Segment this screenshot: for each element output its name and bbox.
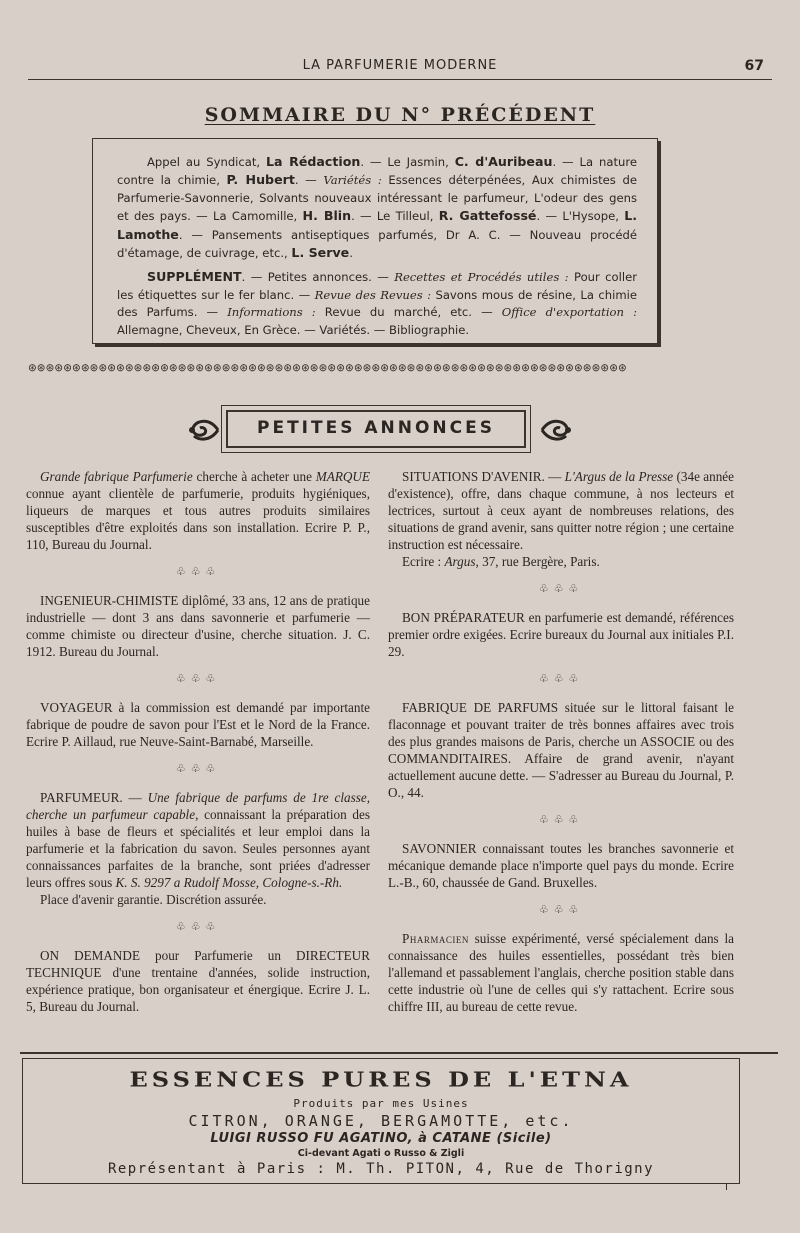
ad-bon-preparateur — [388, 609, 734, 660]
text-run: . — Petites annonces. — — [241, 270, 395, 285]
text-run: Allemagne, Cheveux, En Grèce. — Variétés. — Bibliographie. — [117, 322, 470, 337]
text-run: Informations : — [227, 305, 316, 320]
text-run: FABRIQUE DE PARFUMS située sur le littoral faisant le flaconnage et pouvant traiter de très bonnes affaires avec trois des plus grandes maisons de Paris, cherche un ASSOCIE ou des COMMANDITAIRES. Affaire de grand avenir, n'ayant actuellement aucune dette. — S'adresser au Bureau du Journal, P. O., 44. — [388, 700, 734, 800]
text-run: suisse expérimenté, versé spécialement dans la connaissance des huiles essentielles, possédant très bien l'allemand et passablement l'anglais, cherche position stable dans cette industrie où l'une de celles qui s'y rattachent. Ecrire sous chiffre III, au bureau de cette revue. — [388, 931, 734, 1014]
text-run: SITUATIONS D'AVENIR. — — [402, 469, 565, 484]
text-run: Revue des Revues : — [314, 287, 432, 302]
text-run: Une fabrique de parfums de 1re classe, cherche un parfumeur capable, — [26, 790, 370, 822]
text-run: connue ayant clientèle de parfumerie, produits hygiéniques, liqueurs de marques et tous autres produits similaires susceptibles d'être exploités dans son installation. Ecrire P. P., 110, Bureau du Journal. — [26, 486, 370, 552]
sommaire-box — [92, 138, 658, 344]
sommaire-title: SOMMAIRE DU N° PRÉCÉDENT — [204, 104, 596, 126]
etna-produits: Produits par mes Usines — [293, 1097, 469, 1110]
running-head — [28, 58, 772, 78]
ad-savonnier — [388, 840, 734, 891]
text-run: BON PRÉPARATEUR en parfumerie est demandé, références premier ordre exigées. Ecrire bureaux du Journal aux initiales P.I. 29. — [388, 610, 734, 659]
ad-ingenieur-chimiste — [26, 592, 370, 660]
printer-mark: I — [725, 1182, 728, 1193]
ad-situations-avenir — [388, 468, 734, 553]
text-run: SUPPLÉMENT — [147, 269, 242, 285]
petites-annonces-frame — [221, 405, 531, 453]
etna-cidevant: Ci-devant Agati o Russo & Zigli — [297, 1148, 465, 1159]
text-run: . — La nature contre la chimie, — [117, 155, 637, 188]
ad-marque — [26, 468, 370, 553]
text-run: (34e année d'existence), offre, dans chaque commune, à nos lecteurs et lectrices, surtout à ceux ayant de nombreuses relations, des situations de grand avenir, sans quitter notre région ; une certaine instruction est nécessaire. — [388, 469, 734, 552]
text-run: L. Serve — [291, 245, 350, 261]
separator: ♧♧♧ — [175, 762, 221, 775]
separator: ♧♧♧ — [175, 565, 221, 578]
page-number: 67 — [744, 58, 764, 74]
text-run: Revue du marché, etc. — — [315, 305, 502, 320]
ad-parfumeur-note — [26, 891, 370, 908]
header-rule — [28, 79, 772, 80]
text-run: Office d'exportation : — [501, 305, 637, 320]
etna-title: ESSENCES PURES DE L'ETNA — [129, 1067, 633, 1092]
separator: ♧♧♧ — [538, 903, 584, 916]
text-run: L'Argus de la Presse — [564, 469, 674, 484]
text-run: Argus — [444, 554, 476, 569]
separator: ♧♧♧ — [175, 920, 221, 933]
text-run: Pharmacien — [402, 931, 469, 946]
text-run: P. Hubert — [226, 172, 295, 188]
ad-pharmacien — [388, 930, 734, 1015]
petites-annonces-title: PETITES ANNONCES — [257, 418, 495, 438]
text-run: connaissant la préparation des huiles à base de fleurs et spécialités et leur emploi dans la parfumerie et la fabrication du savon. Seules personnes ayant connaissances parfaites de la branche, sont priées d'adresser leurs offres sous — [26, 807, 370, 890]
ad-parfumeur — [26, 789, 370, 891]
separator: ♧♧♧ — [538, 813, 584, 826]
etna-product-list: CITRON, ORANGE, BERGAMOTTE, etc. — [188, 1112, 574, 1130]
text-run: K. S. 9297 a Rudolf Mosse, Cologne-s.-Rh. — [115, 875, 343, 890]
text-run: Recettes et Procédés utiles : — [394, 270, 569, 285]
separator: ♧♧♧ — [538, 672, 584, 685]
text-run: . — Le Jasmin, — [360, 155, 455, 169]
left-column — [26, 468, 370, 1015]
text-run: H. Blin — [302, 208, 352, 224]
text-run: PARFUMEUR. — — [40, 790, 148, 805]
ornament-border: ⊛⊛⊛⊛⊛⊛⊛⊛⊛⊛⊛⊛⊛⊛⊛⊛⊛⊛⊛⊛⊛⊛⊛⊛⊛⊛⊛⊛⊛⊛⊛⊛⊛⊛⊛⊛⊛⊛⊛⊛⊛⊛⊛⊛⊛⊛⊛⊛⊛⊛⊛⊛⊛⊛⊛⊛⊛⊛⊛⊛⊛⊛⊛⊛⊛⊛⊛⊛ — [28, 362, 627, 374]
ad-directeur-technique — [26, 947, 370, 1015]
etna-representant: Représentant à Paris : M. Th. PITON, 4, Rue de Thorigny — [107, 1161, 655, 1177]
text-run: R. Gattefossé — [438, 208, 537, 224]
text-run: Pour coller les étiquettes sur le fer blanc. — — [117, 270, 637, 302]
separator: ♧♧♧ — [538, 582, 584, 595]
sommaire-paragraph-1 — [117, 153, 637, 262]
text-run: . — L'Hysope, — [536, 209, 625, 224]
text-run: INGENIEUR-CHIMISTE diplômé, 33 ans, 12 ans de pratique industrielle — dont 3 ans dans savonnerie et parfumerie — comme chimiste ou directeur d'usine, cherche situation. J. C. 1912. Bureau du Journal. — [26, 593, 370, 659]
advertisement-top-rule — [20, 1052, 778, 1054]
text-run: MARQUE — [315, 469, 370, 484]
right-fleuron-icon — [536, 410, 576, 450]
ad-voyageur — [26, 699, 370, 750]
text-run: . — — [294, 173, 324, 188]
right-column — [388, 468, 734, 1015]
text-run: Appel au Syndicat, — [147, 155, 267, 169]
text-run: ON DEMANDE pour Parfumerie un DIRECTEUR TECHNIQUE d'une trentaine d'années, solide instruction, expérience pratique, bon organisateur et énergique. Ecrire J. L. 5, Bureau du Journal. — [26, 948, 370, 1014]
text-run: . — [349, 246, 353, 261]
text-run: C. d'Auribeau — [454, 154, 553, 169]
text-run: Place d'avenir garantie. Discrétion assurée. — [40, 892, 267, 907]
etna-advertisement — [22, 1058, 740, 1184]
sommaire-paragraph-2 — [117, 268, 637, 339]
separator: ♧♧♧ — [175, 672, 221, 685]
text-run: Savons mous de résine, La chimie des Parfums. — — [117, 287, 637, 320]
text-run: La Rédaction — [266, 154, 361, 169]
running-title: LA PARFUMERIE MODERNE — [302, 58, 498, 73]
text-run: . — Pansements antiseptiques parfumés, Dr A. C. — Nouveau procédé d'étamage, de cuivrage, etc., — [117, 227, 637, 261]
text-run: cherche à acheter une — [192, 469, 316, 484]
etna-maker: LUIGI RUSSO FU AGATINO, à CATANE (Sicile) — [210, 1131, 552, 1146]
text-run: Essences déterpénées, Aux chimistes de Parfumerie-Savonnerie, Solvants nouveaux intéressant le parfumeur, L'odeur des gens et des pays. — La Camomille, — [117, 173, 637, 224]
ad-situations-avenir-contact — [388, 553, 734, 570]
text-run: Grande fabrique Parfumerie — [40, 469, 193, 484]
text-run: VOYAGEUR à la commission est demandé par importante fabrique de poudre de savon pour l'Est et le Nord de la France. Ecrire P. Aillaud, rue Neuve-Saint-Barnabé, Marseille. — [26, 700, 370, 749]
text-run: , 37, rue Bergère, Paris. — [475, 554, 600, 569]
text-run: Variétés : — [323, 173, 382, 188]
text-run: L. Lamothe — [117, 208, 637, 242]
ad-fabrique-parfums — [388, 699, 734, 801]
left-fleuron-icon — [184, 410, 224, 450]
text-run: . — Le Tilleul, — [351, 209, 439, 224]
text-run: Ecrire : — [402, 554, 445, 569]
text-run: SAVONNIER connaissant toutes les branches savonnerie et mécanique demande place n'importe quel pays du monde. Ecrire L.-B., 60, chaussée de Gand. Bruxelles. — [388, 841, 734, 890]
